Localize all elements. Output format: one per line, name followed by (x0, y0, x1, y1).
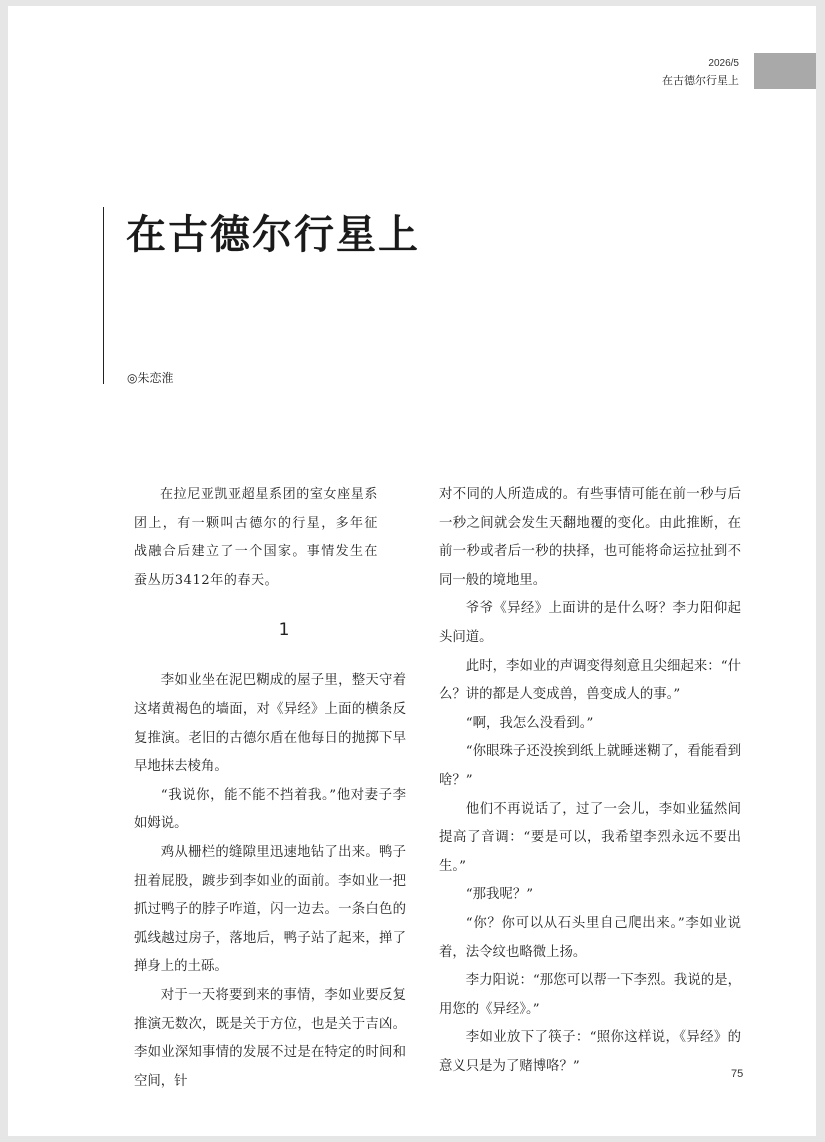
left-column (134, 481, 406, 1096)
title-vertical-rule (103, 207, 104, 384)
paragraph: “你眼珠子还没挨到纸上就睡迷糊了，看能看到啥？” (439, 744, 741, 788)
issue-date: 2026/5 (708, 58, 739, 69)
paragraph: 对于一天将要到来的事情，李如业要反复推演无数次，既是关于方位，也是关于吉凶。李如业深知事情的发展不过是在特定的时间和空间，针 (134, 987, 406, 1089)
paragraph-continued: 对不同的人所造成的。有些事情可能在前一秒与后一秒之间就会发生天翻地覆的变化。由此推断，在前一秒或者后一秒的抉择，也可能将命运拉扯到不同一般的境地里。 (439, 487, 741, 588)
paragraph: “那我呢？” (465, 887, 534, 903)
running-header-title: 在古德尔行星上 (662, 74, 739, 87)
paragraph: 李如业坐在泥巴糊成的屋子里，整天守着这堵黄褐色的墙面，对《异经》上面的横条反复推演。老旧的古德尔盾在他每日的抛掷下早早地抹去棱角。 (134, 673, 406, 775)
paragraph: “啊，我怎么没看到。” (465, 715, 594, 731)
paragraph: 他们不再说话了，过了一会儿，李如业猛然间提高了音调：“要是可以，我希望李烈永远不要出生。” (439, 801, 741, 874)
page-number: 75 (731, 1068, 744, 1080)
paragraph: 李力阳说：“那您可以帮一下李烈。我说的是，用您的《异经》。” (439, 973, 741, 1017)
paragraph: 爷爷《异经》上面讲的是什么呀？李力阳仰起头问道。 (439, 601, 741, 645)
lede-paragraph: 在拉尼亚凯亚超星系团的室女座星系团上，有一颗叫古德尔的行星，多年征战融合后建立了一个国家。事情发生在蚕丛历3412年的春天。 (134, 487, 378, 588)
paragraph: 李如业放下了筷子：“照你这样说，《异经》的意义只是为了赌博咯？” (439, 1030, 741, 1074)
article-author: ◎朱恋淮 (127, 371, 174, 385)
right-column (439, 481, 744, 1081)
paragraph: “我说你，能不能不挡着我。”他对妻子李如姆说。 (134, 787, 406, 832)
paragraph: 鸡从栅栏的缝隙里迅速地钻了出来。鸭子扭着屁股，踱步到李如业的面前。李如业一把抓过鸭子的脖子咋道，闪一边去。一条白色的弧线越过房子，落地后，鸭子站了起来，掸了掸身上的土砾。 (134, 844, 406, 975)
section-number: 1 (278, 620, 290, 641)
header-tab-block (754, 53, 816, 89)
paragraph: “你？你可以从石头里自己爬出来。”李如业说着，法令纹也略微上扬。 (439, 915, 741, 960)
paragraph: 此时，李如业的声调变得刻意且尖细起来：“什么？讲的都是人变成兽，兽变成人的事。” (439, 658, 741, 703)
article-title: 在古德尔行星上 (126, 212, 420, 258)
